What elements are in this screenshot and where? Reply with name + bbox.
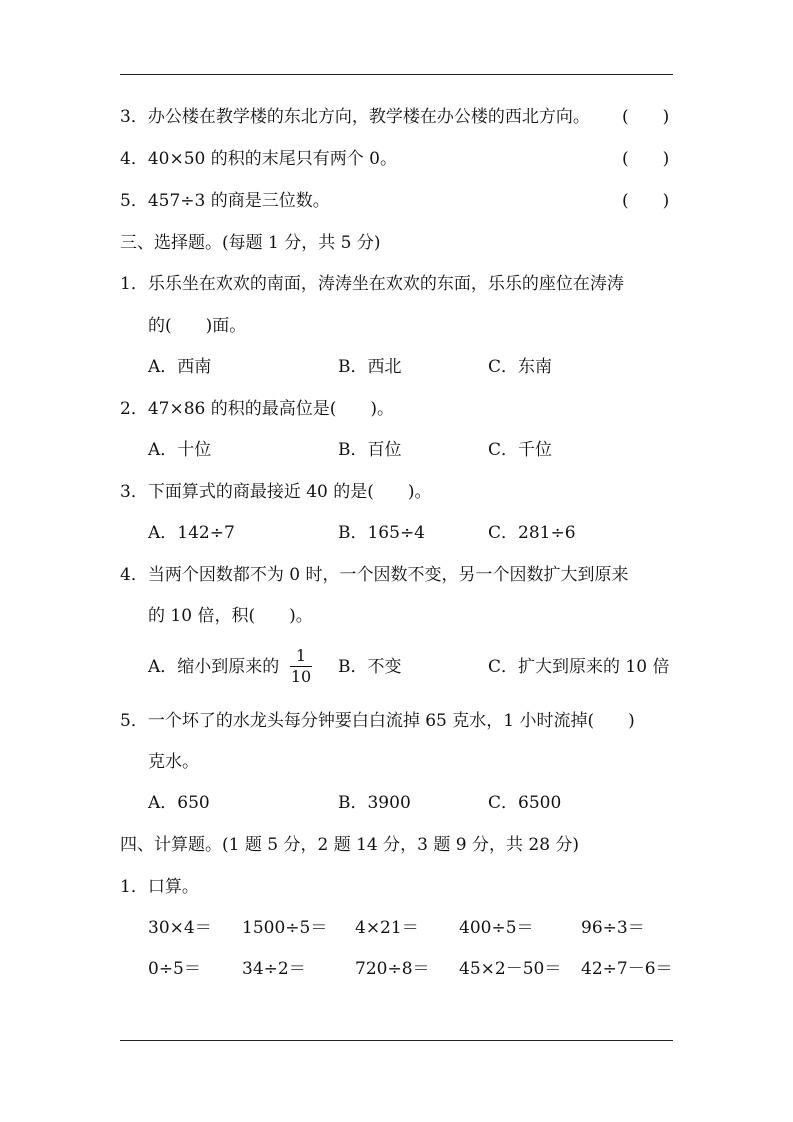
oral-calc-item: 42÷7－6＝ xyxy=(581,959,673,979)
choice-q5-option-a[interactable]: A．650 xyxy=(148,793,210,813)
choice-q3-option-c[interactable]: C．281÷6 xyxy=(488,523,576,543)
choice-q1-line2: 的( )面。 xyxy=(148,316,247,336)
choice-q4-option-b[interactable]: B．不变 xyxy=(338,657,402,677)
choice-q4-line2: 的 10 倍，积( )。 xyxy=(148,606,313,626)
choice-q4-option-a[interactable]: A．缩小到原来的 xyxy=(148,657,280,677)
choice-q2-option-a[interactable]: A．十位 xyxy=(148,440,212,460)
oral-calc-item: 4×21＝ xyxy=(355,918,419,938)
judge-q5: 5．457÷3 的商是三位数。 xyxy=(120,191,330,211)
oral-calc-item: 400÷5＝ xyxy=(459,918,534,938)
choice-q5-line1: 5．一个坏了的水龙头每分钟要白白流掉 65 克水，1 小时流掉( ) xyxy=(120,711,635,731)
section-3-title: 三、选择题。(每题 1 分，共 5 分) xyxy=(120,233,381,253)
header-rule xyxy=(120,74,673,75)
choice-q1-line1: 1．乐乐坐在欢欢的南面，涛涛坐在欢欢的东面，乐乐的座位在涛涛 xyxy=(120,274,624,294)
oral-calc-item: 30×4＝ xyxy=(148,918,212,938)
choice-q2-option-c[interactable]: C．千位 xyxy=(488,440,553,460)
choice-q5-option-b[interactable]: B．3900 xyxy=(338,793,411,813)
fraction-one-tenth xyxy=(290,646,312,687)
choice-q3-option-b[interactable]: B．165÷4 xyxy=(338,523,426,543)
judge-q4: 4．40×50 的积的末尾只有两个 0。 xyxy=(120,149,397,169)
judge-q3: 3．办公楼在教学楼的东北方向，教学楼在办公楼的西北方向。 xyxy=(120,107,590,127)
choice-q5-option-c[interactable]: C．6500 xyxy=(488,793,562,813)
oral-calc-item: 720÷8＝ xyxy=(355,959,430,979)
choice-q3-option-a[interactable]: A．142÷7 xyxy=(148,523,235,543)
section-4-title: 四、计算题。(1 题 5 分，2 题 14 分，3 题 9 分，共 28 分) xyxy=(120,835,580,855)
fraction-denominator: 10 xyxy=(290,667,312,686)
choice-q4-line1: 4．当两个因数都不为 0 时，一个因数不变，另一个因数扩大到原来 xyxy=(120,565,629,585)
footer-rule xyxy=(120,1040,673,1041)
oral-calc-item: 96÷3＝ xyxy=(581,918,645,938)
choice-q5-line2: 克水。 xyxy=(148,752,199,772)
fraction-numerator: 1 xyxy=(295,646,307,665)
oral-calc-item: 1500÷5＝ xyxy=(242,918,328,938)
oral-calc-item: 45×2－50＝ xyxy=(459,959,562,979)
choice-q2-option-b[interactable]: B．百位 xyxy=(338,440,402,460)
oral-calc-item: 0÷5＝ xyxy=(148,959,201,979)
judge-q3-answer-blank[interactable]: ( ) xyxy=(622,107,670,127)
judge-q5-answer-blank[interactable]: ( ) xyxy=(622,191,670,211)
judge-q4-answer-blank[interactable]: ( ) xyxy=(622,149,670,169)
choice-q2-line1: 2．47×86 的积的最高位是( )。 xyxy=(120,399,394,419)
choice-q3-line1: 3．下面算式的商最接近 40 的是( )。 xyxy=(120,482,432,502)
choice-q4-option-c[interactable]: C．扩大到原来的 10 倍 xyxy=(488,657,670,677)
choice-q1-option-c[interactable]: C．东南 xyxy=(488,357,553,377)
calc-q1-title: 1．口算。 xyxy=(120,877,199,897)
oral-calc-item: 34÷2＝ xyxy=(242,959,306,979)
choice-q1-option-a[interactable]: A．西南 xyxy=(148,357,212,377)
choice-q1-option-b[interactable]: B．西北 xyxy=(338,357,402,377)
